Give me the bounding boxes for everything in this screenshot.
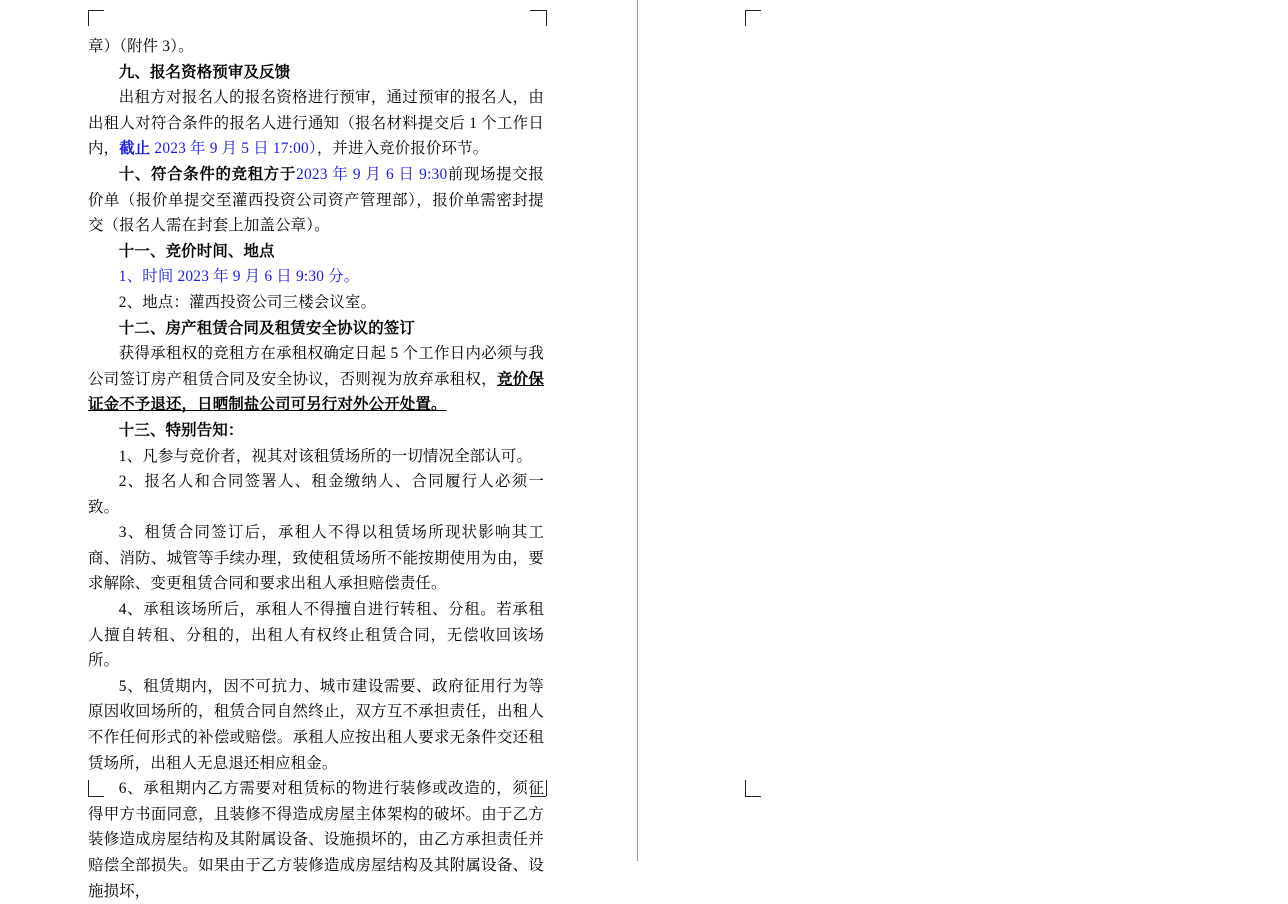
paragraph [88, 418, 544, 444]
text-run: 前现场提交报价单（报价单提交至灌西投资公司资产管理部），报价单需密封提交（报名人需在封套上加盖公章）。 [88, 165, 545, 235]
paragraph [88, 290, 544, 316]
paragraph [88, 34, 544, 60]
paragraph [88, 776, 544, 904]
text-run: 2023 年 9 月 6 日 9:30 [296, 165, 448, 183]
paragraph [88, 60, 544, 86]
text-run: 6、承租期内乙方需要对租赁标的物进行装修或改造的，须征得甲方书面同意，且装修不得造成房屋主体架构的破坏。由于乙方装修造成房屋结构及其附属设备、设施损坏的，由乙方承担责任并赔偿全部损失。如果由于乙方装修造成房屋结构及其附属设备、设施损坏， [88, 780, 544, 900]
text-run: 获得承租权的竞租方在承租权确定日起 5 个工作日内必须与我公司签订房产租赁合同及安全协议，否则视为放弃承租权， [88, 345, 544, 388]
document-page-left [0, 0, 638, 900]
text-run: 1、凡参与竞价者，视其对该租赁场所的一切情况全部认可。 [118, 447, 533, 465]
text-run: 十一、竞价时间、地点 [118, 242, 275, 260]
paragraph [88, 469, 544, 520]
paragraph [88, 520, 544, 597]
paragraph [88, 316, 544, 342]
paragraph [88, 162, 544, 239]
text-run: 十、符合条件的竞租方于 [118, 165, 297, 183]
text-run: 出租方对报名人的报名资格进行预审，通过预审的报名人，由出租人对符合条件的报名人进行通知（报名材料提交后 1 个工作日内， [88, 89, 544, 158]
paragraph [88, 674, 544, 776]
paragraph [88, 597, 544, 674]
text-run: 5、租赁期内，因不可抗力、城市建设需要、政府征用行为等原因收回场所的，租赁合同自然终止，双方互不承担责任，出租人不作任何形式的补偿或赔偿。承租人应按出租人要求无条件交还租赁场所，出租人无息退还相应租金。 [88, 677, 544, 772]
paragraph [88, 341, 544, 418]
text-run: 竞价保证金不予退还，日晒制盐公司可另行对外公开处置。 [88, 370, 545, 414]
text-run: 十三、特别告知： [118, 421, 244, 439]
document-page-right [639, 0, 1288, 861]
left-page-body [88, 34, 544, 904]
paragraph [88, 264, 544, 290]
text-run: 1、时间 2023 年 9 月 6 日 9:30 分。 [118, 268, 360, 286]
text-run: 章）（附件 3）。 [88, 38, 194, 55]
paragraph [88, 239, 544, 265]
paragraph [88, 444, 544, 470]
text-run: 十二、房产租赁合同及租赁安全协议的签订 [118, 319, 416, 337]
text-run: 3、租赁合同签订后，承租人不得以租赁场所现状影响其工商、消防、城管等手续办理，致使租赁场所不能按期使用为由，要求解除、变更租赁合同和要求出租人承担赔偿责任。 [88, 524, 544, 593]
text-run: 九、报名资格预审及反馈 [118, 63, 291, 81]
text-run: 截止 [119, 140, 151, 158]
text-run: 2、报名人和合同签署人、租金缴纳人、合同履行人必须一致。 [88, 473, 544, 516]
text-run: ，并进入竞价报价环节。 [316, 140, 489, 158]
text-run: 2、地点：灌西投资公司三楼会议室。 [118, 293, 377, 311]
text-run: 4、承租该场所后，承租人不得擅自进行转租、分租。若承租人擅自转租、分租的，出租人有权终止租赁合同，无偿收回该场所。 [88, 601, 544, 670]
paragraph [88, 85, 544, 162]
text-run: 2023 年 9 月 5 日 17:00） [150, 140, 317, 158]
